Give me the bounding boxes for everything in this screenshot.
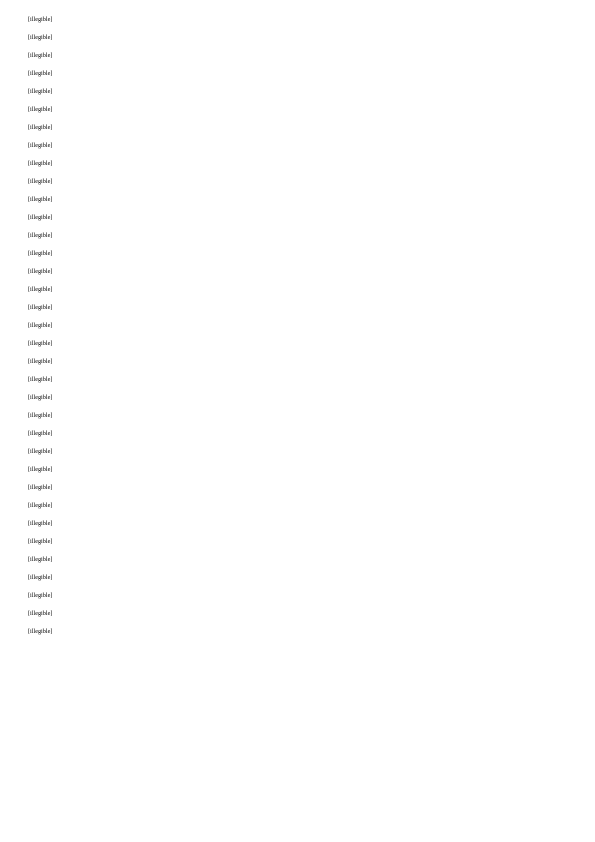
document-body xyxy=(28,15,567,645)
list-item: [illegible] xyxy=(28,268,53,275)
list-item: [illegible] xyxy=(28,178,53,185)
list-item: [illegible] xyxy=(28,358,53,365)
list-item: [illegible] xyxy=(28,610,53,617)
paragraph: [illegible] xyxy=(28,88,53,95)
list-item: [illegible] xyxy=(28,502,53,509)
list-item: [illegible] xyxy=(28,592,53,599)
paragraph-3-20: [illegible] xyxy=(28,34,53,41)
list-item: [illegible] xyxy=(28,250,53,257)
list-item: [illegible] xyxy=(28,286,53,293)
list-item: [illegible] xyxy=(28,394,53,401)
list-item: [illegible] xyxy=(28,196,53,203)
list-item: [illegible] xyxy=(28,304,53,311)
paragraph-3-25: [illegible] xyxy=(28,412,53,419)
list-item: [illegible] xyxy=(28,232,53,239)
paragraph-3-21: [illegible] xyxy=(28,70,53,77)
list-item: [illegible] xyxy=(28,214,53,221)
list-item: [illegible] xyxy=(28,376,53,383)
list-item: [illegible] xyxy=(28,160,53,167)
paragraph: [illegible] xyxy=(28,52,53,59)
paragraph-3-26: [illegible] xyxy=(28,628,53,635)
paragraph-3-22: [illegible] xyxy=(28,106,53,113)
paragraph-3-23: [illegible] xyxy=(28,124,53,131)
list-item: [illegible] xyxy=(28,340,53,347)
list-item: [illegible] xyxy=(28,538,53,545)
list-item: [illegible] xyxy=(28,484,53,491)
paragraph-3-24: [illegible] xyxy=(28,142,53,149)
paragraph: [illegible] xyxy=(28,430,53,437)
list-item: [illegible] xyxy=(28,520,53,527)
paragraph-3-19: [illegible] xyxy=(28,16,53,23)
list-item: [illegible] xyxy=(28,448,53,455)
list-item: [illegible] xyxy=(28,574,53,581)
list-item: [illegible] xyxy=(28,466,53,473)
list-item: [illegible] xyxy=(28,322,53,329)
list-item: [illegible] xyxy=(28,556,53,563)
